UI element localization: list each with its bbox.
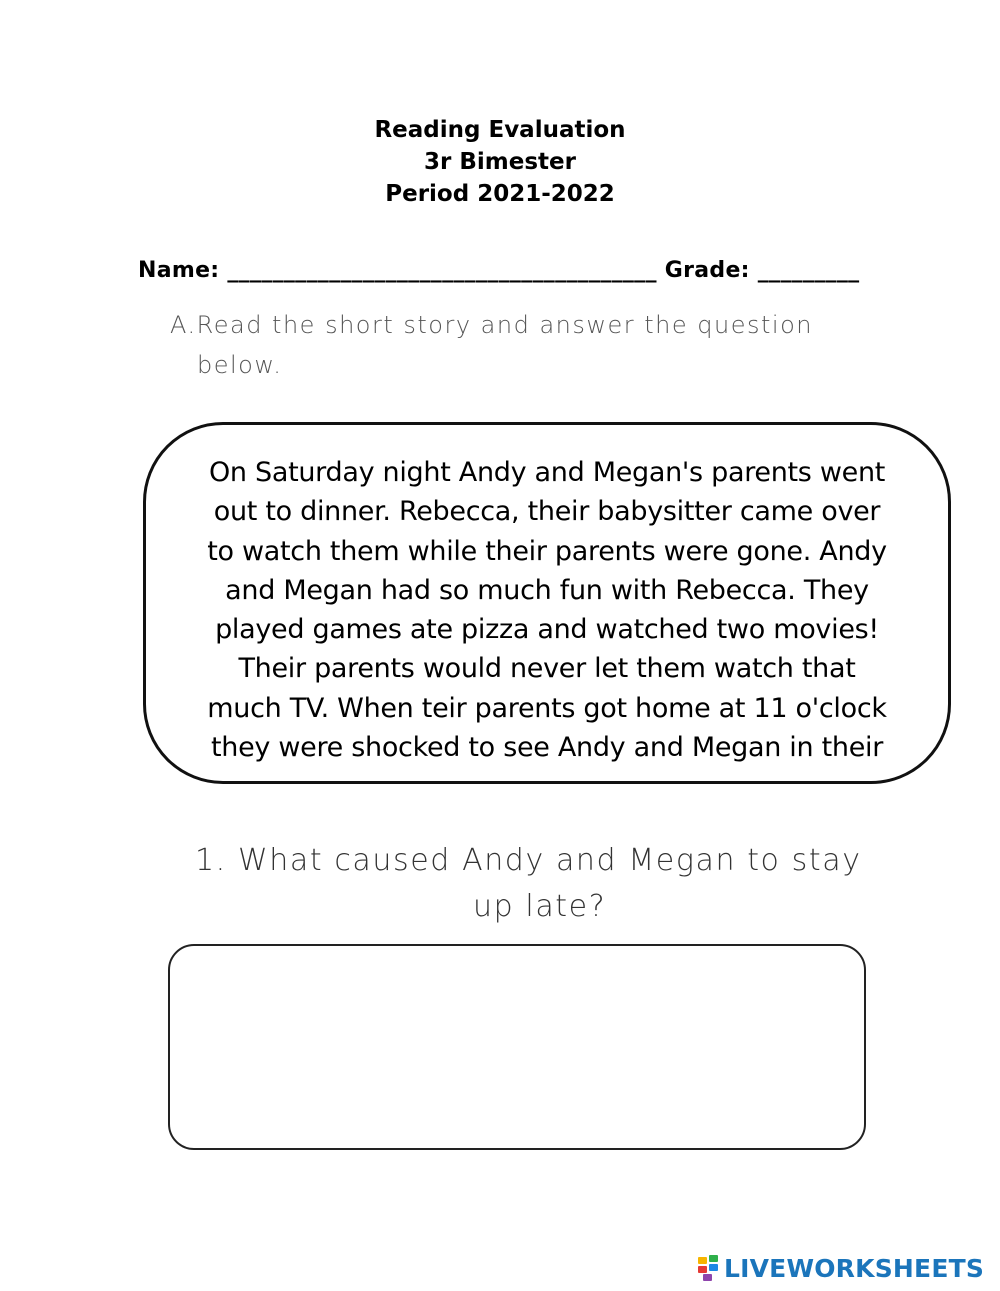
question-line-1: 1. What caused Andy and Megan to stay: [195, 843, 862, 878]
story-line: out to dinner. Rebecca, their babysitter came over: [213, 496, 881, 528]
question-1: [195, 838, 875, 930]
liveworksheets-logo-icon: [698, 1255, 720, 1281]
instruction-line-1: A.Read the short story and answer the question: [170, 311, 813, 339]
story-line: and Megan had so much fun with Rebecca. They: [225, 574, 869, 606]
story-box: [143, 422, 951, 784]
name-label: Name:: [138, 258, 220, 283]
story-line: played games ate pizza and watched two movies!: [215, 614, 879, 646]
question-line-2: up late?: [473, 889, 607, 924]
grade-label: Grade:: [664, 258, 750, 283]
story-line: to watch them while their parents were gone. Andy: [207, 535, 887, 567]
story-line: On Saturday night Andy and Megan's parents went: [208, 457, 886, 488]
worksheet-subtitle: 3r Bimester: [424, 149, 576, 175]
story-text: [166, 453, 928, 767]
instruction-line-2: below.: [197, 351, 283, 379]
liveworksheets-brand: [698, 1253, 984, 1283]
instruction-text: [170, 305, 870, 385]
worksheet-title: Reading Evaluation: [374, 117, 626, 143]
story-line: much TV. When teir parents got home at 11 o'clock: [207, 692, 887, 724]
worksheet-header: [0, 114, 1000, 210]
name-blank: ______________________________________: [227, 258, 657, 283]
brand-name: LIVEWORKSHEETS: [724, 1253, 985, 1283]
story-line: Their parents would never let them watch that: [238, 653, 856, 685]
answer-input-box[interactable]: [168, 944, 866, 1150]
worksheet-period: Period 2021-2022: [385, 181, 615, 207]
student-info-line: [138, 258, 859, 283]
grade-blank: _________: [757, 258, 860, 283]
story-line: they were shocked to see Andy and Megan in their: [210, 732, 884, 764]
